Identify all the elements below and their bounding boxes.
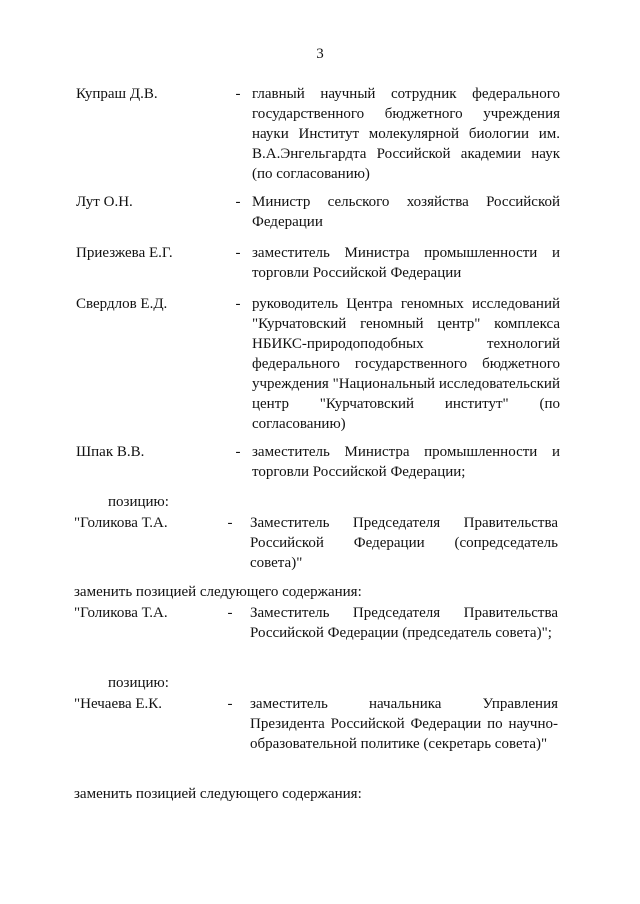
member-entry-sverdlov [76,294,560,434]
instruction-replace: заменить позицией следующего содержания: [74,786,362,802]
member-position: заместитель Министра промышленности и торговли Российской Федерации [252,245,560,281]
member-name: Свердлов Е.Д. [76,296,168,312]
member-entry-kuprash [76,84,560,184]
member-entry-shpak [76,442,560,482]
member-entry-golikova-new [74,603,558,643]
member-position: Министр сельского хозяйства Российской Федерации [252,194,560,230]
dash-separator: - [227,515,233,531]
dash-separator: - [235,444,241,460]
dash-separator: - [235,194,241,210]
member-position: заместитель Министра промышленности и торговли Российской Федерации; [252,444,560,480]
member-name: Приезжева Е.Г. [76,245,173,261]
member-name: "Голикова Т.А. [74,605,168,621]
member-position: Заместитель Председателя Правительства Российской Федерации (сопредседатель совета)" [250,515,558,571]
dash-separator: - [235,245,241,261]
member-position: главный научный сотрудник федерального государственного бюджетного учреждения науки Институт молекулярной биологии им. В.А.Энгельгардта Российской академии наук (по согласованию) [252,86,560,182]
page-number: 3 [316,46,324,62]
member-entry-lut [76,192,560,232]
dash-separator: - [235,86,241,102]
member-entry-priezzheva [76,243,560,283]
member-name: "Нечаева Е.К. [74,696,163,712]
member-position: заместитель начальника Управления Президента Российской Федерации по научно-образовательной политике (секретарь совета)" [250,696,558,752]
member-name: Купраш Д.В. [76,86,158,102]
dash-separator: - [227,605,233,621]
instruction-replace: заменить позицией следующего содержания: [74,584,362,600]
member-name: Лут О.Н. [76,194,133,210]
instruction-position: позицию: [108,494,169,510]
member-entry-golikova-old [74,513,558,573]
instruction-position: позицию: [108,675,169,691]
member-entry-nechaeva [74,694,558,754]
dash-separator: - [227,696,233,712]
member-position: Заместитель Председателя Правительства Российской Федерации (председатель совета)"; [250,605,558,641]
member-name: "Голикова Т.А. [74,515,168,531]
dash-separator: - [235,296,241,312]
member-name: Шпак В.В. [76,444,145,460]
member-position: руководитель Центра геномных исследований "Курчатовский геномный центр" комплекса НБИКС-природоподобных технологий федерального государственного бюджетного учреждения "Национальный исследовательский центр "Курчатовский институт" (по согласованию) [252,296,560,432]
